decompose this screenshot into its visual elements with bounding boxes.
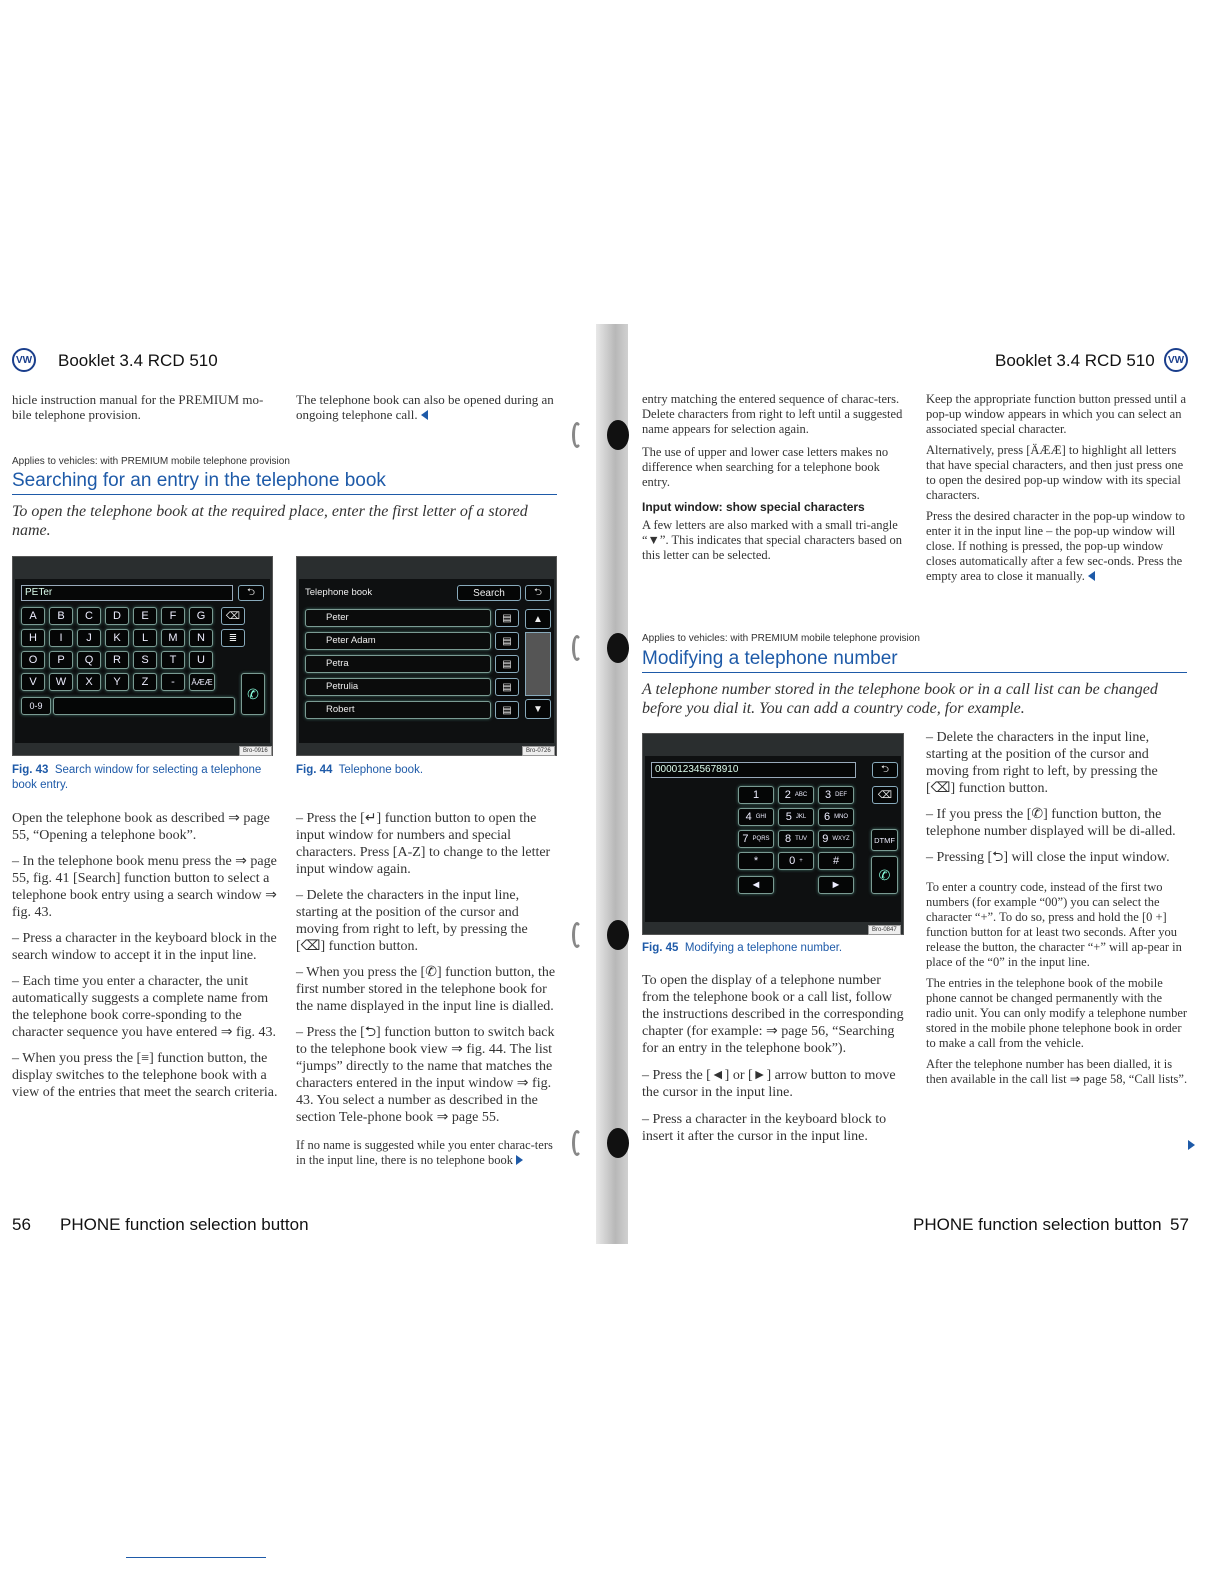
key-q[interactable]: Q bbox=[77, 651, 101, 669]
body-text: – In the telephone book menu press the ⇒ page 55, fig. 41 [Search] function button to select a telephone book entry using a search window ⇒ fig. 43. bbox=[12, 854, 277, 920]
key-p[interactable]: P bbox=[49, 651, 73, 669]
binding-hole-icon bbox=[607, 420, 629, 450]
key-n[interactable]: N bbox=[189, 629, 213, 647]
binding-hole-icon bbox=[607, 633, 629, 663]
binding-ring-icon bbox=[572, 422, 582, 448]
list-view-icon[interactable]: ≣ bbox=[221, 629, 245, 647]
page-number: 57 bbox=[1170, 1215, 1189, 1234]
right-column-2-bottom bbox=[926, 729, 1188, 1087]
search-input[interactable]: PETer bbox=[21, 585, 233, 601]
back-arrow-icon[interactable]: ⮌ bbox=[238, 585, 264, 601]
key-r[interactable]: R bbox=[105, 651, 129, 669]
scroll-up-icon[interactable]: ▲ bbox=[525, 609, 551, 629]
body-text: To enter a country code, instead of the first two numbers (for example “00”) you can select the character “+”. To do so, press and hold the [0 +] function button for at least two seconds. After you release the button, the character “+” will ap-pear in place of the “0” in the input line. bbox=[926, 880, 1182, 969]
key-x[interactable]: X bbox=[77, 673, 101, 691]
cursor-right-icon[interactable]: ► bbox=[818, 876, 854, 894]
key-m[interactable]: M bbox=[161, 629, 185, 647]
body-text: After the telephone number has been dialled, it is then available in the call list ⇒ page 58, “Call lists”. bbox=[926, 1057, 1188, 1086]
numpad-key[interactable]: 0 + bbox=[778, 852, 814, 870]
binding-hole-icon bbox=[607, 920, 629, 950]
key-d[interactable]: D bbox=[105, 607, 129, 625]
figure-caption: Fig. 45 Modifying a telephone number. bbox=[642, 942, 843, 954]
entry-details-icon[interactable]: ▤ bbox=[495, 701, 519, 719]
binding-hole-icon bbox=[607, 1128, 629, 1158]
body-text: – Press the [⮌] function button to switch back to the telephone book view ⇒ fig. 44. The list “jumps” directly to the name that matches the characters entered in the input window ⇒ fig. 43. You select a number as described in the section Tele-phone book ⇒ page 55. bbox=[296, 1025, 555, 1125]
back-arrow-icon[interactable]: ⮌ bbox=[872, 762, 898, 778]
continue-marker-icon bbox=[1188, 1140, 1195, 1150]
key-f[interactable]: F bbox=[161, 607, 185, 625]
body-text: If no name is suggested while you enter charac-ters in the input line, there is no telephone book bbox=[296, 1138, 553, 1167]
binding-ring-icon bbox=[572, 635, 582, 661]
body-text: – Pressing [⮌] will close the input window. bbox=[926, 850, 1170, 865]
body-text: – If you press the [✆] function button, the telephone number displayed will be di-alled. bbox=[926, 807, 1176, 839]
vw-logo-icon: VW bbox=[1164, 348, 1188, 372]
body-text: – Press a character in the keyboard block in the search window to accept it in the input line. bbox=[12, 931, 277, 963]
applies-note: Applies to vehicles: with PREMIUM mobile telephone provision bbox=[12, 456, 290, 467]
cursor-left-icon[interactable]: ◄ bbox=[738, 876, 774, 894]
numpad-key[interactable]: 9 WXYZ bbox=[818, 830, 854, 848]
figure-caption: Fig. 43 Search window for selecting a telephone book entry. bbox=[12, 764, 262, 791]
right-column-1-bottom bbox=[642, 972, 904, 1145]
body-text: Press the desired character in the pop-up window to enter it in the input line – the pop-up window will close. If nothing is pressed, the pop-up window closes automatically after a few sec-onds. Press the empty area to close it manually. bbox=[926, 509, 1185, 583]
screen-title: Telephone book bbox=[305, 587, 373, 598]
body-text: hicle instruction manual for the PREMIUM mo-bile telephone provision. bbox=[12, 392, 264, 422]
body-text: Keep the appropriate function button pressed until a pop-up window appears in which you can select an associated special character. bbox=[926, 392, 1186, 436]
delete-icon[interactable]: ⌫ bbox=[872, 786, 898, 804]
dtmf-button[interactable]: DTMF bbox=[871, 829, 898, 851]
entry-details-icon[interactable]: ▤ bbox=[495, 678, 519, 696]
body-text: The use of upper and lower case letters makes no difference when searching for a telephone book entry. bbox=[642, 445, 889, 489]
key-l[interactable]: L bbox=[133, 629, 157, 647]
body-text: entry matching the entered sequence of charac-ters. Delete characters from right to left until a suggested name appears for selection again. bbox=[642, 392, 903, 436]
body-text: – Delete the characters in the input line, starting at the position of the cursor and moving from right to left, by pressing the [⌫] function button. bbox=[296, 888, 528, 954]
key-j[interactable]: J bbox=[77, 629, 101, 647]
figure-code: Bro-0916 bbox=[239, 746, 272, 756]
number-keys-button[interactable]: 0-9 bbox=[21, 697, 51, 715]
section-lead: To open the telephone book at the required place, enter the first letter of a stored name. bbox=[12, 503, 528, 539]
body-text: The telephone book can also be opened during an ongoing telephone call. bbox=[296, 392, 554, 422]
back-arrow-icon[interactable]: ⮌ bbox=[525, 585, 551, 601]
figure-43-screen bbox=[12, 556, 273, 756]
key-a[interactable]: A bbox=[21, 607, 45, 625]
section-title: Modifying a telephone number bbox=[642, 648, 1187, 673]
numpad-key[interactable]: 2 ABC bbox=[778, 786, 814, 804]
page-footer: PHONE function selection button bbox=[913, 1215, 1162, 1234]
numpad-key[interactable]: 8 TUV bbox=[778, 830, 814, 848]
body-text: To open the display of a telephone number from the telephone book or a call list, follow the instructions described in the corresponding chapter (for example: ⇒ page 56, “Searching for an entry in the telephone book”). bbox=[642, 973, 904, 1056]
page-footer: PHONE function selection button bbox=[60, 1215, 309, 1234]
key-g[interactable]: G bbox=[189, 607, 213, 625]
binding-ring-icon bbox=[572, 1130, 582, 1156]
entry-details-icon[interactable]: ▤ bbox=[495, 609, 519, 627]
body-text: – Each time you enter a character, the unit automatically suggests a complete name from the telephone book corre-sponding to the character sequence you have entered ⇒ fig. 43. bbox=[12, 974, 276, 1040]
figure-45-screen bbox=[642, 733, 904, 935]
numpad-key[interactable]: * bbox=[738, 852, 774, 870]
phone-number-input[interactable]: 000012345678910 bbox=[651, 762, 856, 778]
key-t[interactable]: T bbox=[161, 651, 185, 669]
numpad-key[interactable]: 6 MNO bbox=[818, 808, 854, 826]
continue-marker-icon bbox=[516, 1155, 523, 1165]
subheading: Input window: show special characters bbox=[642, 500, 865, 514]
body-text: – When you press the [≡] function button, the display switches to the telephone book with a view of the entries that meet the search criteria. bbox=[12, 1051, 278, 1100]
left-column-2 bbox=[296, 810, 558, 1168]
body-text: – Press the [↵] function button to open the input window for numbers and special characters. Press [A-Z] to change to the letter input window again. bbox=[296, 811, 551, 877]
end-marker-icon bbox=[1088, 571, 1095, 581]
body-text: A few letters are also marked with a small tri-angle “▼”. This indicates that special characters based on this letter can be selected. bbox=[642, 518, 902, 562]
entry-details-icon[interactable]: ▤ bbox=[495, 655, 519, 673]
page-number: 56 bbox=[12, 1215, 31, 1234]
key-b[interactable]: B bbox=[49, 607, 73, 625]
scrollbar[interactable] bbox=[525, 632, 551, 696]
right-column-1-top bbox=[642, 392, 904, 563]
phonebook-entry[interactable]: Petra bbox=[305, 655, 491, 673]
applies-note: Applies to vehicles: with PREMIUM mobile telephone provision bbox=[642, 633, 920, 644]
section-title: Searching for an entry in the telephone book bbox=[12, 470, 557, 495]
body-text: – Press the [◄] or [►] arrow button to move the cursor in the input line. bbox=[642, 1068, 896, 1100]
scroll-down-icon[interactable]: ▼ bbox=[525, 699, 551, 719]
key-h[interactable]: H bbox=[21, 629, 45, 647]
key-z[interactable]: Z bbox=[133, 673, 157, 691]
key-i[interactable]: I bbox=[49, 629, 73, 647]
footnote-rule bbox=[126, 1557, 266, 1558]
page-header: Booklet 3.4 RCD 510 bbox=[995, 351, 1155, 370]
figure-caption: Fig. 44 Telephone book. bbox=[296, 764, 424, 776]
binding-gutter bbox=[596, 324, 628, 1244]
binding-ring-icon bbox=[572, 922, 582, 948]
numpad-key[interactable]: 4 GHI bbox=[738, 808, 774, 826]
phonebook-entry[interactable]: Peter bbox=[305, 609, 491, 627]
figure-code: Bro-0847 bbox=[868, 925, 901, 935]
key-y[interactable]: Y bbox=[105, 673, 129, 691]
delete-icon[interactable]: ⌫ bbox=[221, 607, 245, 625]
numpad-key[interactable]: 3 DEF bbox=[818, 786, 854, 804]
body-text: – Press a character in the keyboard block to insert it after the cursor in the input line. bbox=[642, 1112, 887, 1144]
end-marker-icon bbox=[421, 410, 428, 420]
key--[interactable]: - bbox=[161, 673, 185, 691]
call-icon[interactable]: ✆ bbox=[241, 673, 265, 715]
numpad-key[interactable]: 7 PQRS bbox=[738, 830, 774, 848]
phonebook-entry[interactable]: Peter Adam bbox=[305, 632, 491, 650]
body-text: Open the telephone book as described ⇒ page 55, “Opening a telephone book”. bbox=[12, 811, 270, 843]
phonebook-entry[interactable]: Petrulia bbox=[305, 678, 491, 696]
numpad-key[interactable]: # bbox=[818, 852, 854, 870]
phonebook-entry[interactable]: Robert bbox=[305, 701, 491, 719]
key-k[interactable]: K bbox=[105, 629, 129, 647]
key-w[interactable]: W bbox=[49, 673, 73, 691]
body-text: The entries in the telephone book of the mobile phone cannot be changed permanently with the radio unit. You can only modify a telephone number stored in the mobile phone telephone book in order to make a call from the vehicle. bbox=[926, 976, 1188, 1050]
numpad-key[interactable]: 5 JKL bbox=[778, 808, 814, 826]
spacebar-button[interactable] bbox=[53, 697, 235, 715]
section-lead: A telephone number stored in the telephone book or in a call list can be changed before you dial it. You can add a country code, for example. bbox=[642, 681, 1158, 717]
body-text: – Delete the characters in the input line, starting at the position of the cursor and moving from right to left, by pressing the [⌫] function button. bbox=[926, 730, 1158, 796]
key-c[interactable]: C bbox=[77, 607, 101, 625]
body-text: Alternatively, press [ÄÆÆ] to highlight all letters that have special characters, and then just press one to open the desired pop-up window with its special characters. bbox=[926, 443, 1184, 502]
key-s[interactable]: S bbox=[133, 651, 157, 669]
figure-44-screen bbox=[296, 556, 557, 756]
key-o[interactable]: O bbox=[21, 651, 45, 669]
call-icon[interactable]: ✆ bbox=[871, 856, 898, 894]
body-text: – When you press the [✆] function button, the first number stored in the telephone book for the name displayed in the input line is dialled. bbox=[296, 965, 556, 1014]
numpad-key[interactable]: 1 bbox=[738, 786, 774, 804]
figure-code: Bro-0726 bbox=[522, 746, 555, 756]
search-button[interactable]: Search bbox=[457, 585, 521, 601]
key-e[interactable]: E bbox=[133, 607, 157, 625]
key-v[interactable]: V bbox=[21, 673, 45, 691]
vw-logo-icon: VW bbox=[12, 348, 36, 372]
right-column-2-top bbox=[926, 392, 1188, 584]
key-äææ[interactable]: ÄÆÆ bbox=[189, 673, 215, 691]
entry-details-icon[interactable]: ▤ bbox=[495, 632, 519, 650]
left-column-1 bbox=[12, 810, 280, 1110]
page-header: Booklet 3.4 RCD 510 bbox=[58, 351, 218, 370]
key-u[interactable]: U bbox=[189, 651, 213, 669]
